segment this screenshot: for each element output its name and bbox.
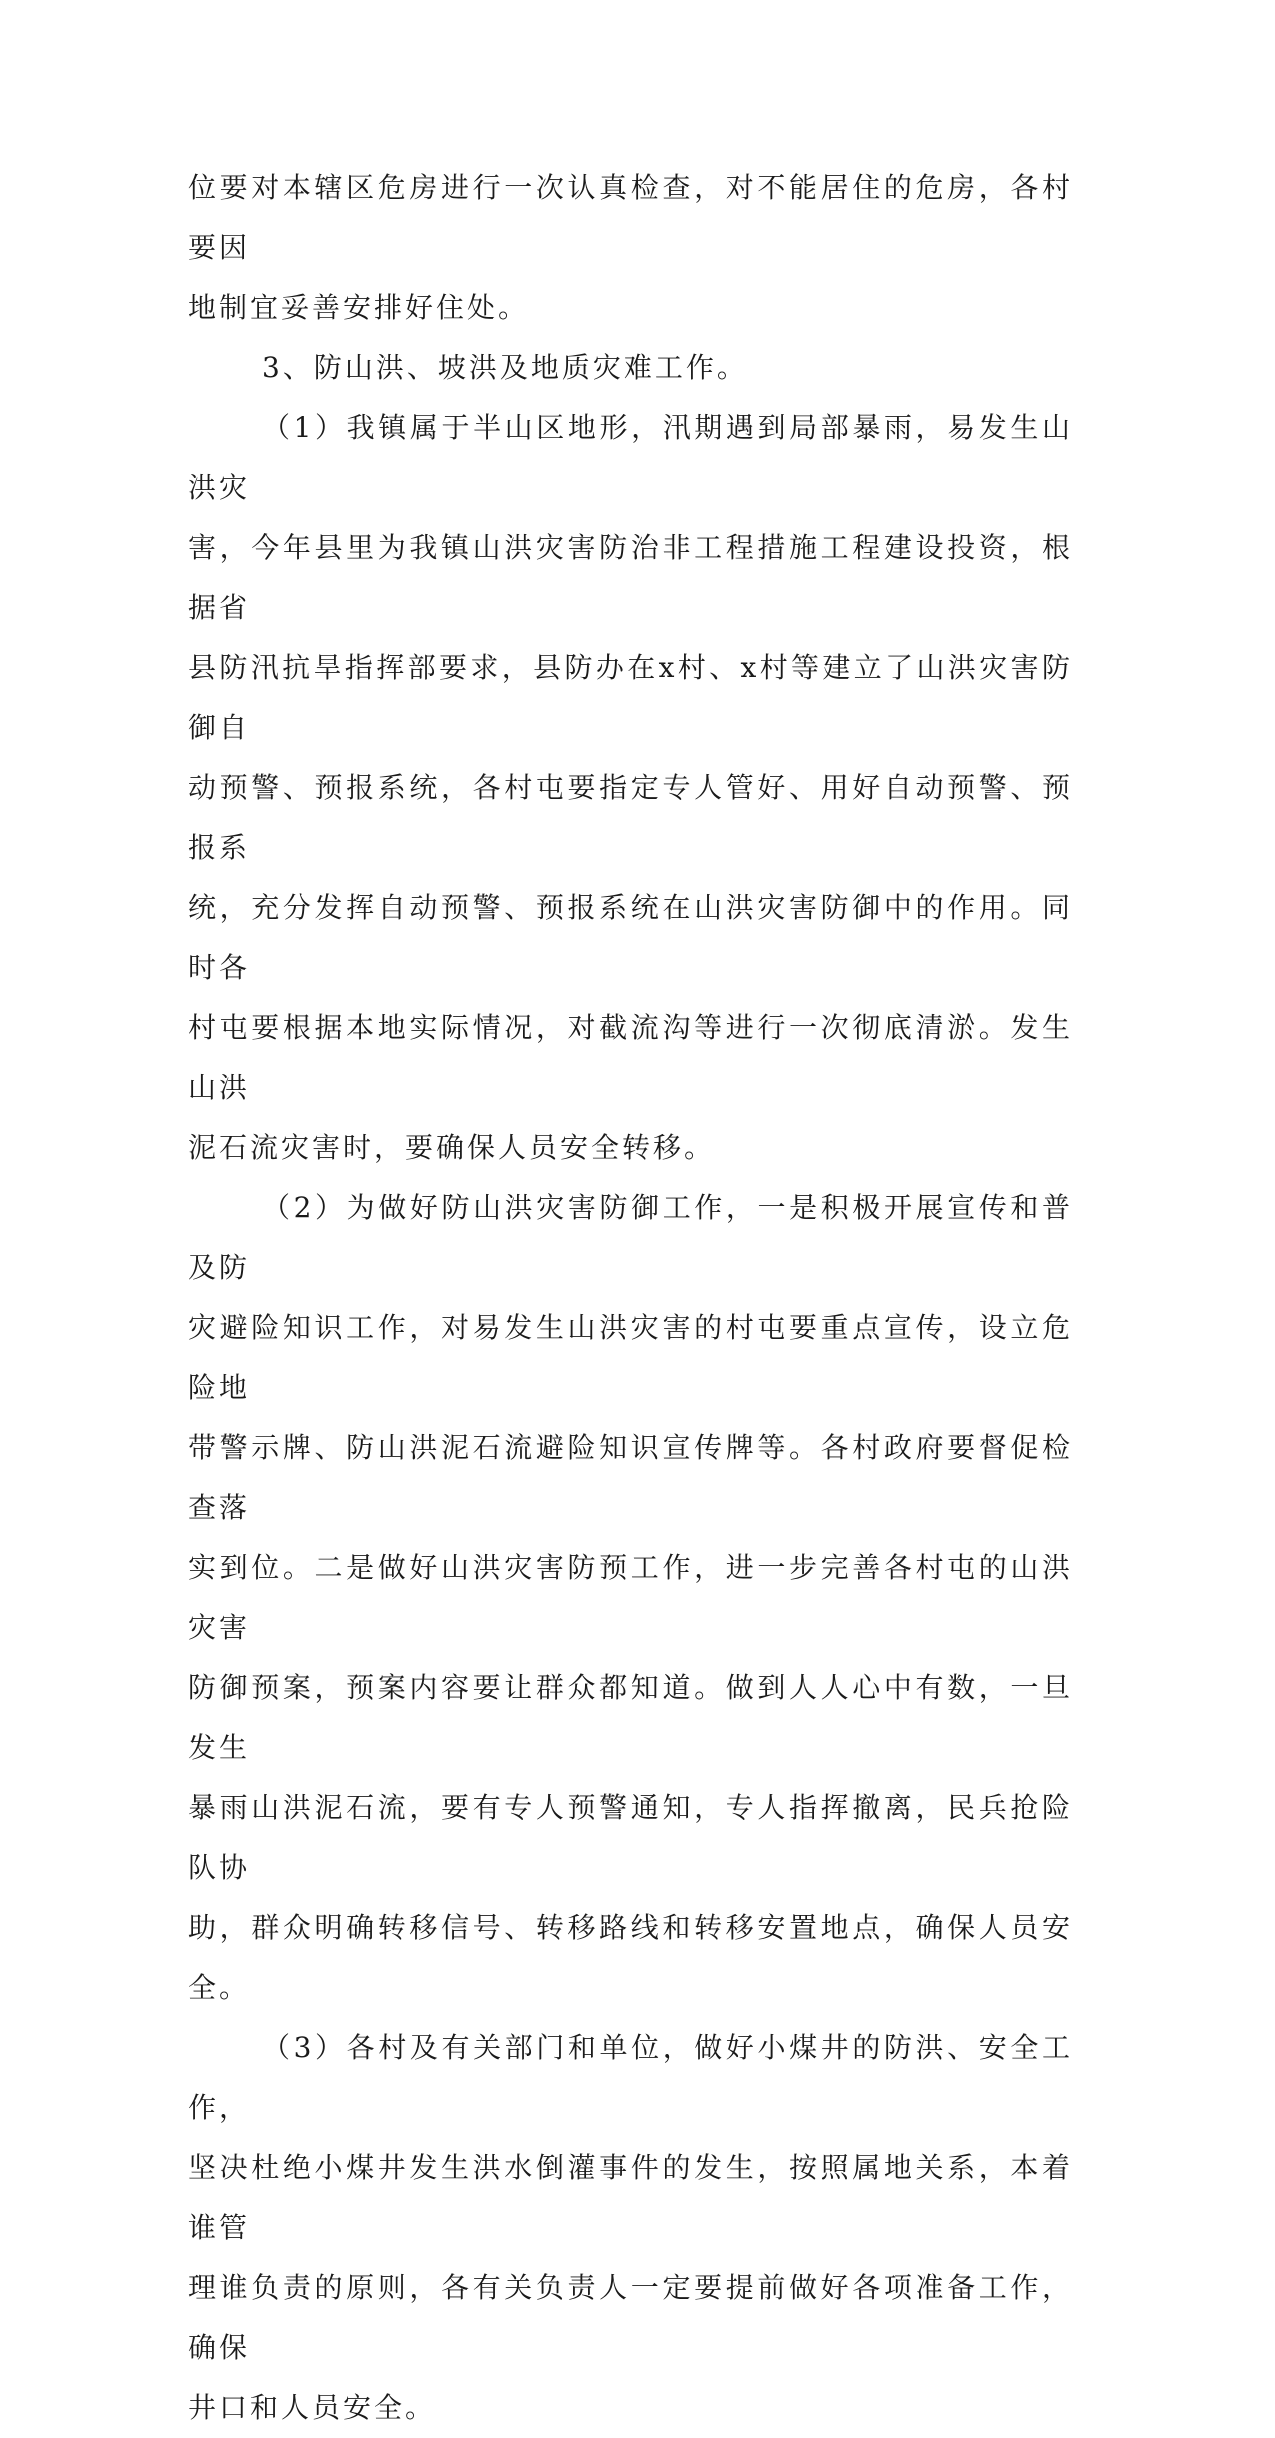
section-heading-3: 3、防山洪、坡洪及地质灾难工作。 [262, 351, 748, 384]
paragraph-continuation: 位要对本辖区危房进行一次认真检查，对不能居住的危房，各村要因 地制宜妥善安排好住处。 [188, 171, 1073, 324]
paragraph-item-2: （2）为做好防山洪灾害防御工作，一是积极开展宣传和普及防 灾避险知识工作，对易发生山洪灾害的村屯要重点宣传，设立危险地 带警示牌、防山洪泥石流避险知识宣传牌等。各村政府要督促检查落 实到位。二是做好山洪灾害防预工作，进一步完善各村屯的山洪灾害 防御预案，预案内容要让群众都知道。做到人人心中有数，一旦发生 暴雨山洪泥石流，要有专人预警通知，专人指挥撤离，民兵抢险队协 助，群众明确转移信号、转移路线和转移安置地点，确保人员安全。 [188, 1191, 1073, 2004]
paragraph-item-3: （3）各村及有关部门和单位，做好小煤井的防洪、安全工作， 坚决杜绝小煤井发生洪水倒灌事件的发生，按照属地关系，本着谁管 理谁负责的原则，各有关负责人一定要提前做好各项准备工作，确保 井口和人员安全。 [188, 2031, 1073, 2424]
document-body [188, 158, 1073, 2438]
paragraph-item-1: （1）我镇属于半山区地形，汛期遇到局部暴雨，易发生山洪灾 害，今年县里为我镇山洪灾害防治非工程措施工程建设投资，根据省 县防汛抗旱指挥部要求，县防办在x村、x村等建立了山洪灾害防御自 动预警、预报系统，各村屯要指定专人管好、用好自动预警、预报系 统，充分发挥自动预警、预报系统在山洪灾害防御中的作用。同时各 村屯要根据本地实际情况，对截流沟等进行一次彻底清淤。发生山洪 泥石流灾害时，要确保人员安全转移。 [188, 411, 1073, 1164]
